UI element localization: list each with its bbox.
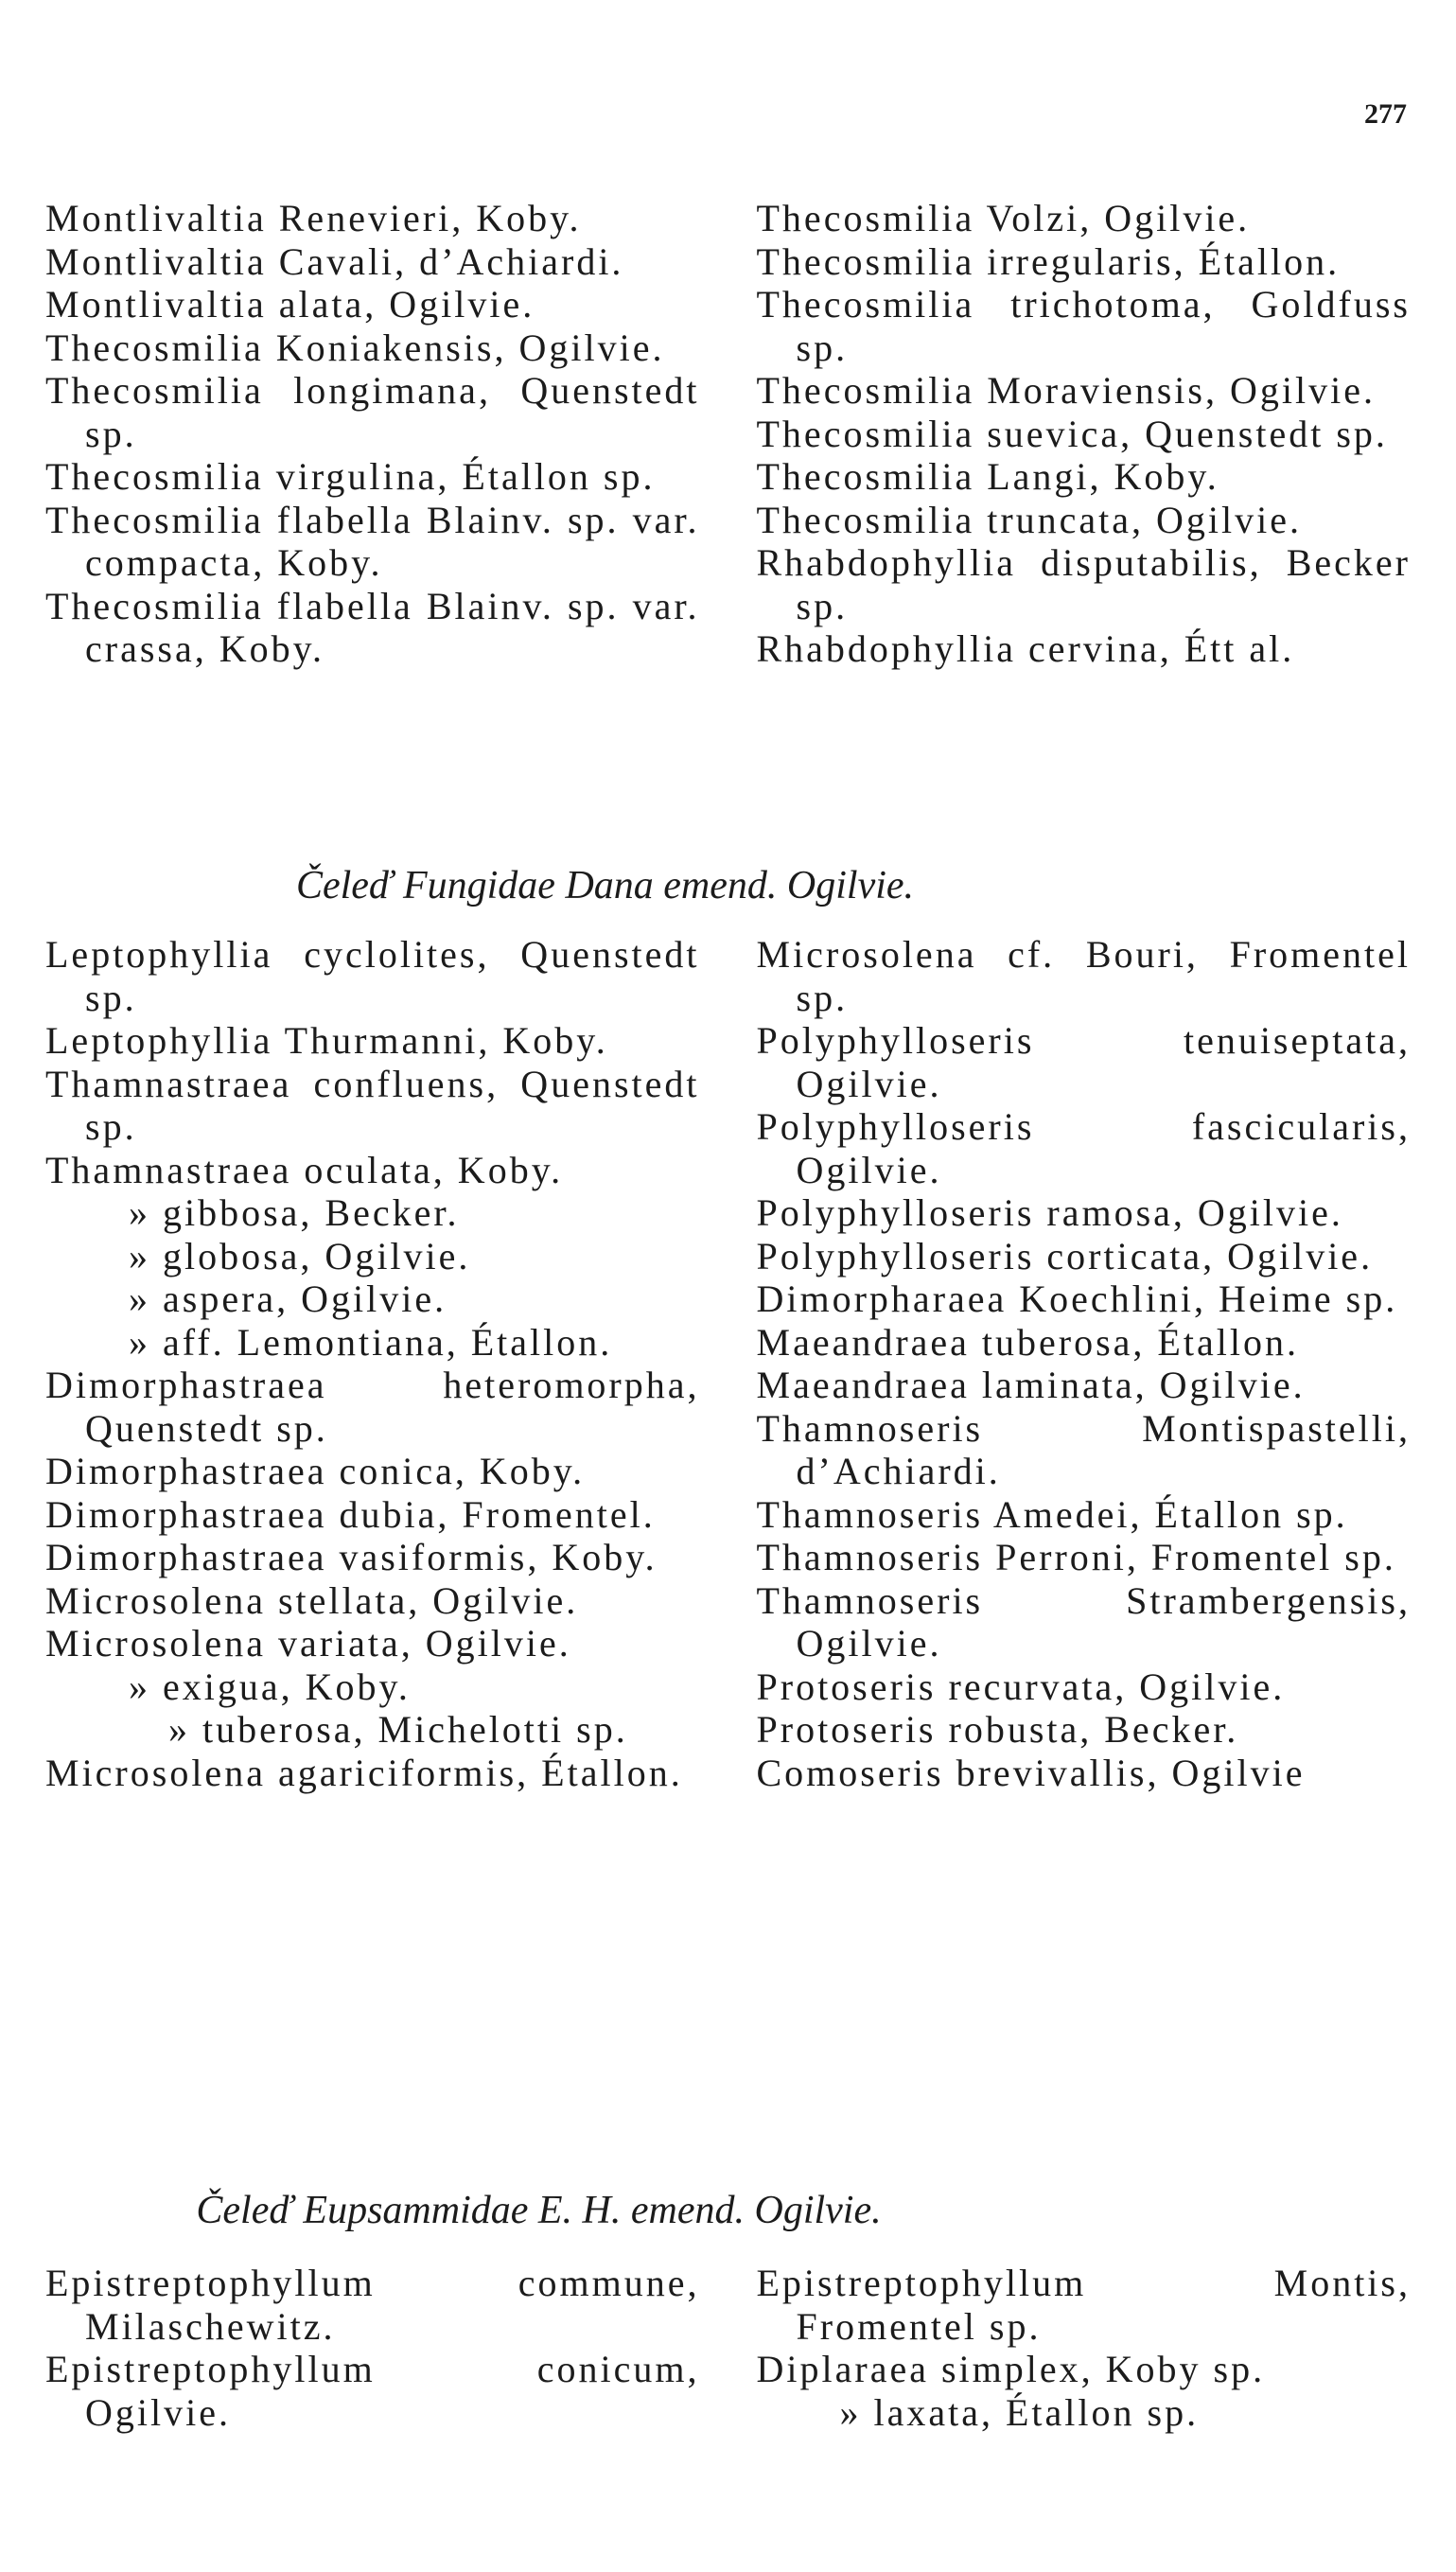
list-item: Rhabdophyllia cervina, Étt al. xyxy=(756,627,1295,670)
list-item: Microsolena cf. Bouri, Fromentel sp. xyxy=(756,933,1411,1019)
list-item: Dimorphastraea heteromorpha, Quenstedt sp. xyxy=(45,1364,700,1450)
list-item: Microsolena stellata, Ogilvie. xyxy=(45,1578,579,1622)
section-3-left-column xyxy=(45,2262,728,2434)
section-2-left-column xyxy=(45,933,728,1794)
list-item: Thecosmilia virgulina, Étallon sp. xyxy=(45,455,656,498)
section-3 xyxy=(45,2262,1411,2434)
list-item: » aspera, Ogilvie. xyxy=(129,1277,447,1320)
list-item: Epistreptophyllum commune, Milaschewitz. xyxy=(45,2262,700,2348)
list-item: Epistreptophyllum conicum, Ogilvie. xyxy=(45,2348,700,2434)
list-item: Protoseris recurvata, Ogilvie. xyxy=(756,1665,1286,1708)
list-item: Microsolena agariciformis, Étallon. xyxy=(45,1751,683,1794)
list-item: Dimorphastraea conica, Koby. xyxy=(45,1450,586,1492)
list-item: Polyphylloseris fascicularis, Ogilvie. xyxy=(756,1105,1411,1191)
section-2 xyxy=(45,933,1411,1794)
list-item: Leptophyllia cyclolites, Quenstedt sp. xyxy=(45,933,700,1019)
list-item: » laxata, Étallon sp. xyxy=(839,2390,1200,2434)
list-item: Thamnoseris Perroni, Fromentel sp. xyxy=(756,1536,1396,1578)
list-item: Montlivaltia Renevieri, Koby. xyxy=(45,197,582,239)
list-item: Thecosmilia flabella Blainv. sp. var. crassa, Koby. xyxy=(45,584,700,670)
list-item: Thecosmilia suevica, Quenstedt sp. xyxy=(756,412,1388,455)
list-item: Epistreptophyllum Montis, Fromentel sp. xyxy=(756,2262,1411,2348)
list-item: Thamnoseris Montispastelli, d’Achiardi. xyxy=(756,1406,1411,1492)
list-item: Maeandraea tuberosa, Étallon. xyxy=(756,1320,1299,1364)
list-item: Leptophyllia Thurmanni, Koby. xyxy=(45,1019,608,1062)
list-item: » tuberosa, Michelotti sp. xyxy=(168,1708,628,1751)
section-1-left-column xyxy=(45,197,728,671)
list-item: » aff. Lemontiana, Étallon. xyxy=(129,1320,613,1364)
list-item: Thecosmilia irregularis, Étallon. xyxy=(756,239,1341,283)
list-item: Thecosmilia Koniakensis, Ogilvie. xyxy=(45,326,665,369)
list-item: Polyphylloseris tenuiseptata, Ogilvie. xyxy=(756,1019,1411,1105)
list-item: Polyphylloseris ramosa, Ogilvie. xyxy=(756,1191,1343,1234)
section-1-right-column xyxy=(728,197,1412,671)
list-item: Thecosmilia flabella Blainv. sp. var. compacta, Koby. xyxy=(45,498,700,584)
list-item: Thecosmilia Volzi, Ogilvie. xyxy=(756,197,1251,239)
list-item: » exigua, Koby. xyxy=(129,1665,411,1708)
list-item: Thamnoseris Amedei, Étallon sp. xyxy=(756,1492,1348,1536)
list-item: Dimorphastraea dubia, Fromentel. xyxy=(45,1492,656,1536)
list-item: Montlivaltia Cavali, d’Achiardi. xyxy=(45,239,624,283)
list-item: Diplaraea simplex, Koby sp. xyxy=(756,2348,1266,2390)
list-item: Thecosmilia trichotoma, Goldfuss sp. xyxy=(756,283,1411,369)
list-item: Comoseris brevivallis, Ogilvie xyxy=(756,1751,1306,1794)
list-item: Microsolena variata, Ogilvie. xyxy=(45,1622,571,1665)
list-item: Thecosmilia longimana, Quenstedt sp. xyxy=(45,369,700,455)
list-item: Thecosmilia truncata, Ogilvie. xyxy=(756,498,1303,541)
list-item: Dimorphastraea vasiformis, Koby. xyxy=(45,1536,658,1578)
list-item: Thecosmilia Moraviensis, Ogilvie. xyxy=(756,369,1376,412)
list-item: Montlivaltia alata, Ogilvie. xyxy=(45,283,535,326)
list-item: Maeandraea laminata, Ogilvie. xyxy=(756,1364,1306,1406)
list-item: Thamnastraea oculata, Koby. xyxy=(45,1148,564,1191)
section-heading-eupsammidae: Čeleď Eupsammidae E. H. emend. Ogilvie. xyxy=(196,2189,882,2232)
list-item: Thamnoseris Strambergensis, Ogilvie. xyxy=(756,1578,1411,1665)
section-1 xyxy=(45,197,1411,671)
list-item: Dimorpharaea Koechlini, Heime sp. xyxy=(756,1277,1398,1320)
section-3-right-column xyxy=(728,2262,1412,2434)
list-item: » gibbosa, Becker. xyxy=(129,1191,460,1234)
list-item: » globosa, Ogilvie. xyxy=(129,1234,471,1277)
section-2-right-column xyxy=(728,933,1412,1794)
page-number: 277 xyxy=(1364,98,1407,130)
list-item: Rhabdophyllia disputabilis, Becker sp. xyxy=(756,541,1411,627)
list-item: Thecosmilia Langi, Koby. xyxy=(756,455,1219,498)
list-item: Polyphylloseris corticata, Ogilvie. xyxy=(756,1234,1374,1277)
list-item: Thamnastraea confluens, Quenstedt sp. xyxy=(45,1062,700,1148)
section-heading-fungidae: Čeleď Fungidae Dana emend. Ogilvie. xyxy=(295,864,915,907)
list-item: Protoseris robusta, Becker. xyxy=(756,1708,1239,1751)
